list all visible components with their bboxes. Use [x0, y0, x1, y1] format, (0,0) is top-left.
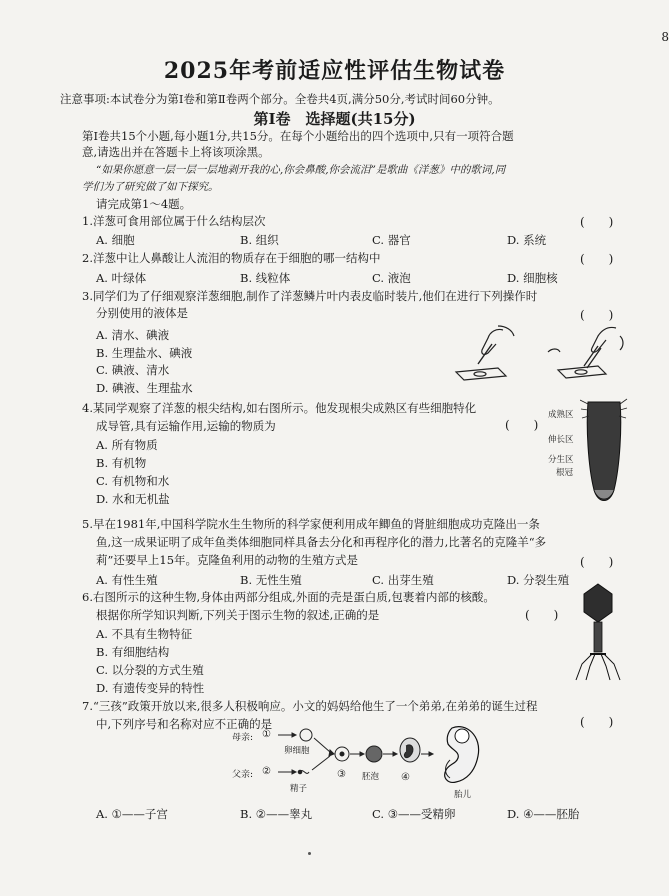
q4-answer-bracket[interactable]: ( ) — [505, 418, 539, 432]
q4-option-b[interactable]: B. 有机物 — [96, 456, 147, 470]
q5-stem-line-1: 5.早在1981年,中国科学院水生生物所的科学家便利用成年鲫鱼的肾脏细胞成功克隆出一条 — [82, 517, 540, 531]
q5-stem-line-2: 鱼,这一成果证明了成年鱼类体细胞同样具备去分化和再程序化的潜力,比著名的克隆羊“多 — [96, 535, 547, 549]
diagram-father-label: 父亲: — [232, 770, 254, 780]
q2-answer-bracket[interactable]: ( ) — [580, 252, 614, 266]
q4-option-a[interactable]: A. 所有物质 — [96, 438, 158, 452]
q5-option-c[interactable]: C. 出芽生殖 — [372, 573, 434, 587]
instruction-line-1: 第Ⅰ卷共15个小题,每小题1分,共15分。在每个小题给出的四个选项中,只有一项符合题 — [82, 129, 514, 143]
exam-title: 2025年考前适应性评估生物试卷 — [163, 58, 506, 84]
q6-option-b[interactable]: B. 有细胞结构 — [96, 645, 170, 659]
q2-option-d[interactable]: D. 细胞核 — [507, 271, 558, 285]
q6-stem-line-1: 6.右图所示的这种生物,身体由两部分组成,外面的壳是蛋白质,包裹着内部的核酸。 — [82, 590, 495, 604]
scan-dot — [308, 852, 311, 855]
q6-stem-line-2: 根据你所学知识判断,下列关于图示生物的叙述,正确的是 — [96, 608, 380, 622]
root-label-meristem: 分生区 — [548, 455, 574, 465]
q1-answer-bracket[interactable]: ( ) — [580, 215, 614, 229]
q5-answer-bracket[interactable]: ( ) — [580, 555, 614, 569]
diagram-circled-4: ④ — [401, 772, 410, 783]
q5-option-a[interactable]: A. 有性生殖 — [96, 573, 158, 587]
q2-option-b[interactable]: B. 线粒体 — [240, 271, 291, 285]
q3-option-b[interactable]: B. 生理盐水、碘液 — [96, 346, 193, 360]
q1-option-b[interactable]: B. 组织 — [240, 233, 279, 247]
bacteriophage-figure — [568, 582, 628, 682]
diagram-circled-2: ② — [262, 766, 271, 777]
diagram-sperm-label: 精子 — [290, 784, 308, 794]
diagram-egg-label: 卵细胞 — [284, 746, 310, 756]
q5-option-b[interactable]: B. 无性生殖 — [240, 573, 302, 587]
root-label-elongation: 伸长区 — [548, 435, 574, 445]
diagram-blastocyst-label: 胚泡 — [362, 772, 380, 782]
group-prompt: 请完成第1～4题。 — [96, 197, 192, 211]
q6-option-d[interactable]: D. 有遗传变异的特性 — [96, 681, 205, 695]
root-label-maturation: 成熟区 — [548, 410, 574, 420]
q3-answer-bracket[interactable]: ( ) — [580, 308, 614, 322]
q6-option-a[interactable]: A. 不具有生物特征 — [96, 627, 193, 641]
q1-option-c[interactable]: C. 器官 — [372, 233, 411, 247]
diagram-fetus-label: 胎儿 — [454, 790, 472, 800]
q6-answer-bracket[interactable]: ( ) — [525, 608, 559, 622]
lyric-line-2: 学们为了研究做了如下探究。 — [82, 181, 219, 193]
q3-stem-line-2: 分别使用的液体是 — [96, 306, 188, 320]
section-heading: 第Ⅰ卷 选择题(共15分) — [253, 110, 416, 128]
q7-option-a[interactable]: A. ①——子宫 — [96, 807, 168, 821]
q4-option-d[interactable]: D. 水和无机盐 — [96, 492, 170, 506]
q7-option-b[interactable]: B. ②——睾丸 — [240, 807, 313, 821]
q3-option-d[interactable]: D. 碘液、生理盐水 — [96, 381, 193, 395]
q7-stem-line-1: 7.“三孩”政策开放以来,很多人积极响应。小文的妈妈给他生了一个弟弟,在弟弟的诞生过程 — [82, 699, 538, 713]
q1-option-a[interactable]: A. 细胞 — [96, 233, 135, 247]
q5-stem-line-3: 莉”还要早上15年。克隆鱼利用的动物的生殖方式是 — [96, 553, 359, 567]
diagram-circled-1: ① — [262, 729, 271, 740]
q2-stem: 2.洋葱中让人鼻酸让人流泪的物质存在于细胞的哪一结构中 — [82, 251, 381, 265]
lyric-line-1: “如果你愿意一层一层一层地剥开我的心,你会鼻酸,你会流泪”是歌曲《洋葱》中的歌词,同 — [96, 164, 506, 176]
q1-stem: 1.洋葱可食用部位属于什么结构层次 — [82, 214, 266, 228]
q5-option-d[interactable]: D. 分裂生殖 — [507, 573, 570, 587]
page-edge-mark: 8 — [661, 30, 669, 44]
q3-stem-line-1: 3.同学们为了仔细观察洋葱细胞,制作了洋葱鳞片叶内表皮临时装片,他们在进行下列操作时 — [82, 289, 538, 303]
q7-option-d[interactable]: D. ④——胚胎 — [507, 807, 580, 821]
root-tip-figure — [580, 396, 628, 512]
q4-stem-line-2: 成导管,具有运输作用,运输的物质为 — [96, 419, 276, 433]
q2-option-c[interactable]: C. 液泡 — [372, 271, 411, 285]
exam-notice: 注意事项:本试卷分为第Ⅰ卷和第Ⅱ卷两个部分。全卷共4页,满分50分,考试时间60分钟。 — [60, 92, 500, 106]
diagram-mother-label: 母亲: — [232, 733, 254, 743]
q1-option-d[interactable]: D. 系统 — [507, 233, 547, 247]
q7-stem-line-2: 中,下列序号和名称对应不正确的是 — [96, 717, 273, 731]
root-label-cap: 根冠 — [556, 468, 574, 478]
q7-option-c[interactable]: C. ③——受精卵 — [372, 807, 456, 821]
slide-preparation-figure — [448, 322, 628, 384]
q4-stem-line-1: 4.某同学观察了洋葱的根尖结构,如右图所示。他发现根尖成熟区有些细胞特化 — [82, 401, 477, 415]
q3-option-c[interactable]: C. 碘液、清水 — [96, 363, 170, 377]
q7-answer-bracket[interactable]: ( ) — [580, 715, 614, 729]
q3-option-a[interactable]: A. 清水、碘液 — [96, 328, 170, 342]
diagram-circled-3: ③ — [337, 769, 346, 780]
q4-option-c[interactable]: C. 有机物和水 — [96, 474, 170, 488]
instruction-line-2: 意,请选出并在答题卡上将该项涂黑。 — [82, 145, 270, 159]
q6-option-c[interactable]: C. 以分裂的方式生殖 — [96, 663, 204, 677]
q2-option-a[interactable]: A. 叶绿体 — [96, 271, 147, 285]
